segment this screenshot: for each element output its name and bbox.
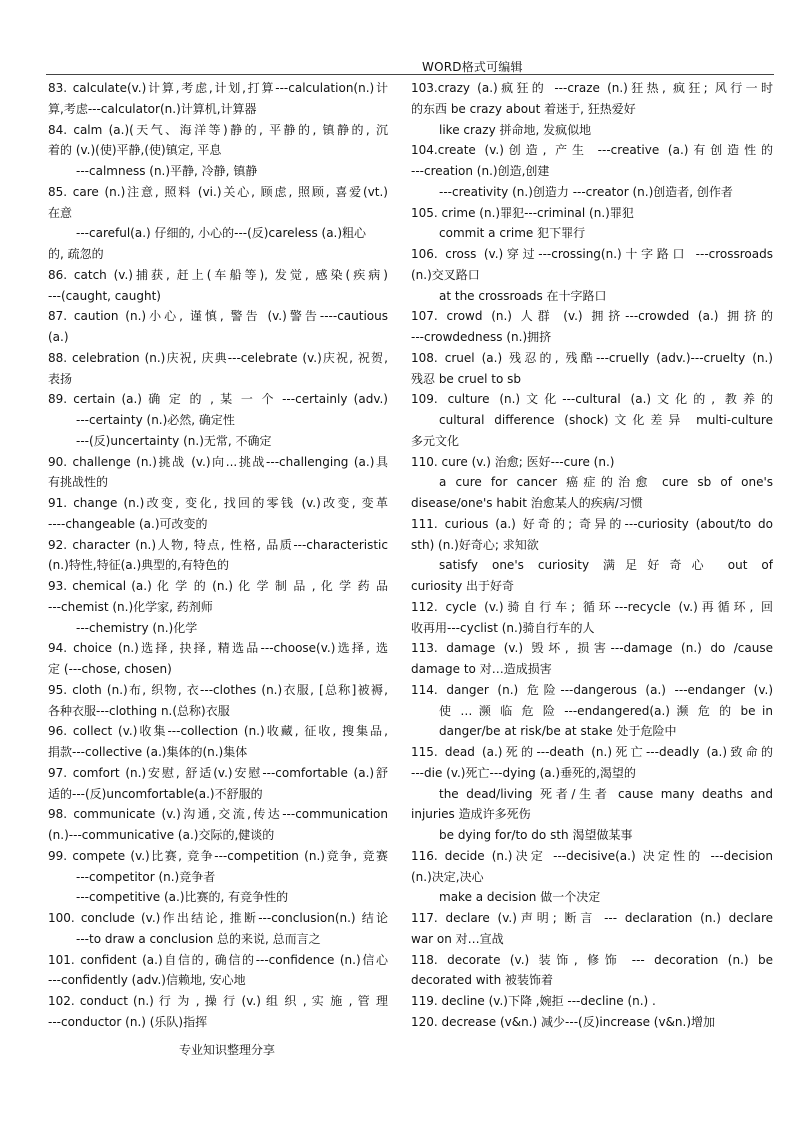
vocab-line: injuries 造成许多死伤: [411, 807, 531, 822]
vocab-line: 119. decline (v.)下降 ,婉拒 ---decline (n.) .: [411, 994, 656, 1008]
vocab-line: commit a crime 犯下罪行: [439, 226, 586, 241]
vocab-line: ---chemistry (n.)化学: [76, 620, 198, 635]
vocab-line: the dead/living 死者/生者 cause many deaths and: [439, 786, 773, 801]
vocab-line: 收再用---cyclist (n.)骑自行车的人: [411, 620, 595, 635]
vocab-line: 捐款---collective (a.)集体的(n.)集体: [48, 745, 248, 759]
vocab-line: (n.)交叉路口: [411, 267, 480, 282]
header-rule: [46, 74, 774, 75]
vocab-line: war on 对…宣战: [411, 931, 504, 946]
vocab-line: ---creativity (n.)创造力 ---creator (n.)创造者, 创作者: [439, 184, 733, 199]
vocab-line: ---calmness (n.)平静, 冷静, 镇静: [76, 164, 258, 178]
vocab-line: ---certainty (n.)必然, 确定性: [76, 413, 235, 427]
vocab-line: ---chemist (n.)化学家, 药剂师: [48, 599, 213, 614]
vocab-line: 表扬: [48, 371, 73, 386]
vocab-line: 使 … 濒 临 危 险 ---endangered(a.) 濒 危 的 be in: [439, 703, 773, 718]
vocab-line: ---confidently (adv.)信赖地, 安心地: [48, 973, 246, 988]
vocab-line: make a decision 做一个决定: [439, 890, 601, 905]
vocab-line: 114. danger (n.) 危险---dangerous (a.) ---endanger (v.): [411, 682, 773, 697]
vocab-line: 100. conclude (v.)作出结论, 推断---conclusion(n.) 结论: [48, 911, 388, 925]
vocab-line: a cure for cancer 癌症的治愈 cure sb of one's: [439, 475, 773, 490]
vocab-line: 117. declare (v.)声明; 断言 --- declaration (n.) declare: [411, 911, 773, 925]
vocab-line: decorated with 被装饰着: [411, 973, 554, 988]
vocab-line: 102. conduct (n.) 行 为 , 操 行 (v.) 组 织 , 实 施 , 管 理: [48, 994, 388, 1008]
vocab-line: 90. challenge (n.)挑战 (v.)向...挑战---challenging (a.)具: [48, 454, 388, 469]
vocab-line: (n.)特性,特征(a.)典型的,有特色的: [48, 558, 229, 573]
vocab-line: 95. cloth (n.)布, 织物, 衣---clothes (n.)衣服, [总称]被褥,: [48, 682, 388, 697]
vocab-line: sth) (n.)好奇心; 求知欲: [411, 537, 539, 552]
right-column: [411, 78, 773, 1033]
vocab-line: 88. celebration (n.)庆祝, 庆典---celebrate (v.)庆祝, 祝贺,: [48, 350, 388, 365]
vocab-line: 的, 疏忽的: [48, 247, 104, 261]
vocab-line: 86. catch (v.)捕获, 赶上(车船等), 发觉, 感染(疾病): [48, 267, 388, 282]
vocab-line: (a.): [48, 330, 69, 344]
vocab-line: ---to draw a conclusion 总的来说, 总而言之: [76, 931, 321, 946]
vocab-line: 120. decrease (v&n.) 减少---(反)increase (v&n.)增加: [411, 1014, 716, 1029]
vocab-line: 107. crowd (n.) 人群 (v.) 拥挤---crowded (a.) 拥挤的: [411, 309, 773, 324]
vocab-line: ---creation (n.)创造,创建: [411, 164, 550, 178]
vocab-line: 适的---(反)uncomfortable(a.)不舒服的: [48, 786, 263, 801]
page-header-title: WORD格式可编辑: [422, 60, 523, 74]
vocab-line: 99. compete (v.)比赛, 竞争---competition (n.)竞争, 竞赛: [48, 848, 388, 863]
vocab-line: 106. cross (v.)穿过---crossing(n.)十字路口 ---crossroads: [411, 247, 773, 261]
vocab-line: 85. care (n.)注意, 照料 (vi.)关心, 顾虑, 照顾, 喜爱(vt.): [48, 184, 388, 199]
vocab-line: ---careful(a.) 仔细的, 小心的---(反)careless (a.)粗心: [76, 226, 367, 241]
vocab-line: 112. cycle (v.)骑自行车; 循环---recycle (v.)再循环, 回: [411, 599, 773, 614]
vocab-line: 的东西 be crazy about 着迷于, 狂热爱好: [411, 101, 636, 116]
vocab-line: (n.)---communicative (a.)交际的,健谈的: [48, 828, 275, 842]
vocab-line: disease/one's habit 治愈某人的疾病/习惯: [411, 496, 643, 510]
vocab-line: at the crossroads 在十字路口: [439, 288, 607, 303]
vocab-line: satisfy one's curiosity 满足好奇心 out of: [439, 558, 773, 573]
vocab-line: 113. damage (v.) 毁坏, 损害---damage (n.) do /cause: [411, 641, 773, 656]
vocab-line: curiosity 出于好奇: [411, 579, 515, 593]
vocab-line: 115. dead (a.)死的---death (n.)死亡---deadly (a.)致命的: [411, 745, 773, 759]
vocab-line: 103.crazy (a.)疯狂的 ---craze (n.)狂热, 疯狂; 风行一时: [411, 81, 773, 95]
vocab-line: 着的 (v.)(使)平静,(使)镇定, 平息: [48, 143, 222, 158]
page-footer: 专业知识整理分享: [179, 1043, 276, 1057]
vocab-line: 101. confident (a.)自信的, 确信的---confidence (n.)信心: [48, 952, 388, 967]
vocab-line: 残忍 be cruel to sb: [411, 371, 522, 386]
vocab-line: 108. cruel (a.) 残忍的, 残酷---cruelly (adv.)---cruelty (n.): [411, 350, 773, 365]
vocab-line: 96. collect (v.)收集---collection (n.)收藏, 征收, 搜集品,: [48, 724, 388, 739]
vocab-line: 算,考虑---calculator(n.)计算机,计算器: [48, 101, 257, 116]
vocab-line: 有挑战性的: [48, 475, 109, 490]
vocab-line: 105. crime (n.)罪犯---criminal (n.)罪犯: [411, 205, 634, 220]
vocab-line: 89. certain (a.) 确 定 的 , 某 一 个 ---certainly (adv.): [48, 392, 388, 407]
vocab-line: (n.)决定,决心: [411, 869, 484, 884]
vocab-line: 111. curious (a.) 好奇的; 奇异的---curiosity (about/to do: [411, 516, 773, 531]
vocab-line: 104.create (v.)创造, 产生 ---creative (a.)有创造性的: [411, 143, 773, 158]
vocab-line: ---(caught, caught): [48, 288, 161, 303]
vocab-line: 定 (---chose, chosen): [48, 662, 172, 676]
vocab-line: ---die (v.)死亡---dying (a.)垂死的,渴望的: [411, 765, 636, 780]
vocab-line: 87. caution (n.)小心, 谨慎, 警告 (v.)警告----cautious: [48, 309, 388, 324]
vocab-line: be dying for/to do sth 渴望做某事: [439, 828, 633, 842]
vocab-line: 92. character (n.)人物, 特点, 性格, 品质---characteristic: [48, 537, 388, 552]
vocab-line: ----changeable (a.)可改变的: [48, 516, 208, 531]
vocab-line: 84. calm (a.)(天气、海洋等)静的, 平静的, 镇静的, 沉: [48, 122, 388, 137]
vocab-line: ---competitive (a.)比赛的, 有竞争性的: [76, 890, 289, 905]
vocab-line: like crazy 拼命地, 发疯似地: [439, 122, 592, 137]
vocab-line: 110. cure (v.) 治愈; 医好---cure (n.): [411, 454, 615, 469]
vocab-line: ---conductor (n.) (乐队)指挥: [48, 1014, 208, 1029]
vocab-line: ---crowdedness (n.)拥挤: [411, 330, 552, 344]
vocab-line: 83. calculate(v.)计算,考虑,计划,打算---calculation(n.)计: [48, 81, 388, 95]
vocab-line: 97. comfort (n.)安慰, 舒适(v.)安慰---comfortable (a.)舒: [48, 765, 388, 780]
vocab-line: 多元文化: [411, 433, 460, 448]
vocab-line: ---competitor (n.)竞争者: [76, 869, 216, 884]
vocab-line: 118. decorate (v.) 装饰, 修饰 --- decoration (n.) be: [411, 952, 773, 967]
vocab-line: 在意: [48, 205, 73, 220]
vocab-line: cultural difference (shock)文化差异 multi-culture: [439, 413, 773, 427]
vocab-line: danger/be at risk/be at stake 处于危险中: [439, 724, 677, 739]
vocab-line: damage to 对…造成损害: [411, 662, 552, 676]
left-column: [48, 78, 388, 1033]
vocab-line: 98. communicate (v.)沟通,交流,传达---communication: [48, 807, 388, 822]
vocab-line: 93. chemical (a.) 化 学 的 (n.) 化 学 制 品 , 化 学 药 品: [48, 579, 388, 593]
vocab-line: ---(反)uncertainty (n.)无常, 不确定: [76, 433, 272, 448]
vocab-line: 91. change (n.)改变, 变化, 找回的零钱 (v.)改变, 变革: [48, 496, 388, 510]
vocab-line: 94. choice (n.)选择, 抉择, 精选品---choose(v.)选择, 选: [48, 641, 388, 656]
vocab-line: 116. decide (n.)决定 ---decisive(a.) 决定性的 ---decision: [411, 848, 773, 863]
vocab-line: 各种衣服---clothing n.(总称)衣服: [48, 703, 230, 718]
vocab-line: 109. culture (n.)文化---cultural (a.)文化的, 教养的: [411, 392, 773, 407]
